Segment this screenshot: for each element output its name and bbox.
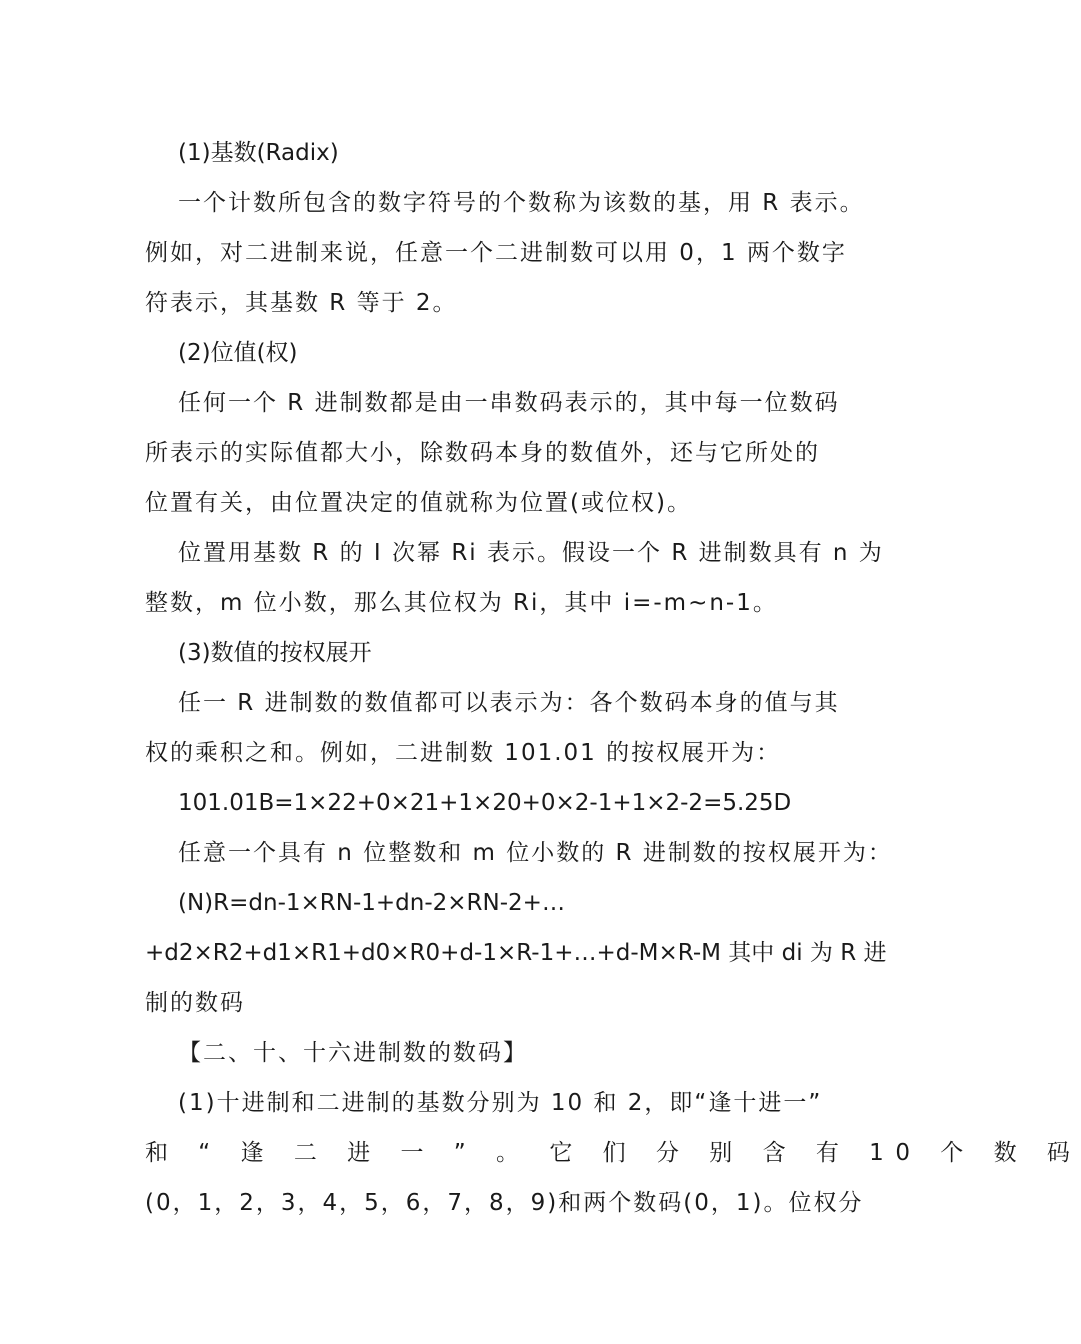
heading-weighted-expansion: (3)数值的按权展开 [178,640,372,666]
paragraph-line: 所表示的实际值都大小，除数码本身的数值外，还与它所处的 [145,440,820,466]
paragraph-line: 任意一个具有 n 位整数和 m 位小数的 R 进制数的按权展开为： [178,840,893,866]
paragraph-line: 任一 R 进制数的数值都可以表示为：各个数码本身的值与其 [178,690,840,716]
paragraph-line: 符表示，其基数 R 等于 2。 [145,290,458,316]
paragraph-line: 整数，m 位小数，那么其位权为 Ri，其中 i=-m~n-1。 [145,590,778,616]
paragraph-line: 位置有关，由位置决定的值就称为位置(或位权)。 [145,490,692,516]
paragraph-line: 例如，对二进制来说，任意一个二进制数可以用 0，1 两个数字 [145,240,847,266]
heading-radix: (1)基数(Radix) [178,140,339,166]
formula-line: +d2×R2+d1×R1+d0×R0+d-1×R-1+…+d-M×R-M 其中 di 为 R 进 [145,940,887,966]
paragraph-line: (1)十进制和二进制的基数分别为 10 和 2，即“逢十进一” [178,1090,823,1116]
paragraph-line: 制的数码 [145,990,245,1016]
heading-place-value: (2)位值(权) [178,340,298,366]
paragraph-line: 位置用基数 R 的 I 次幂 Ri 表示。假设一个 R 进制数具有 n 为 [178,540,884,566]
paragraph-line: 权的乘积之和。例如，二进制数 101.01 的按权展开为： [145,740,782,766]
paragraph-line: 一个计数所包含的数字符号的个数称为该数的基，用 R 表示。 [178,190,865,216]
formula-line: (N)R=dn-1×RN-1+dn-2×RN-2+… [178,890,565,916]
section-heading: 【二、十、十六进制数的数码】 [178,1040,528,1066]
paragraph-line: 任何一个 R 进制数都是由一串数码表示的，其中每一位数码 [178,390,840,416]
paragraph-line: 和 “ 逢 二 进 一 ” 。 它 们 分 别 含 有 10 个 数 码 [145,1140,1081,1166]
formula-line: 101.01B=1×22+0×21+1×20+0×2-1+1×2-2=5.25D [178,790,792,816]
paragraph-line: (0，1，2，3，4，5，6，7，8，9)和两个数码(0，1)。位权分 [145,1190,864,1216]
